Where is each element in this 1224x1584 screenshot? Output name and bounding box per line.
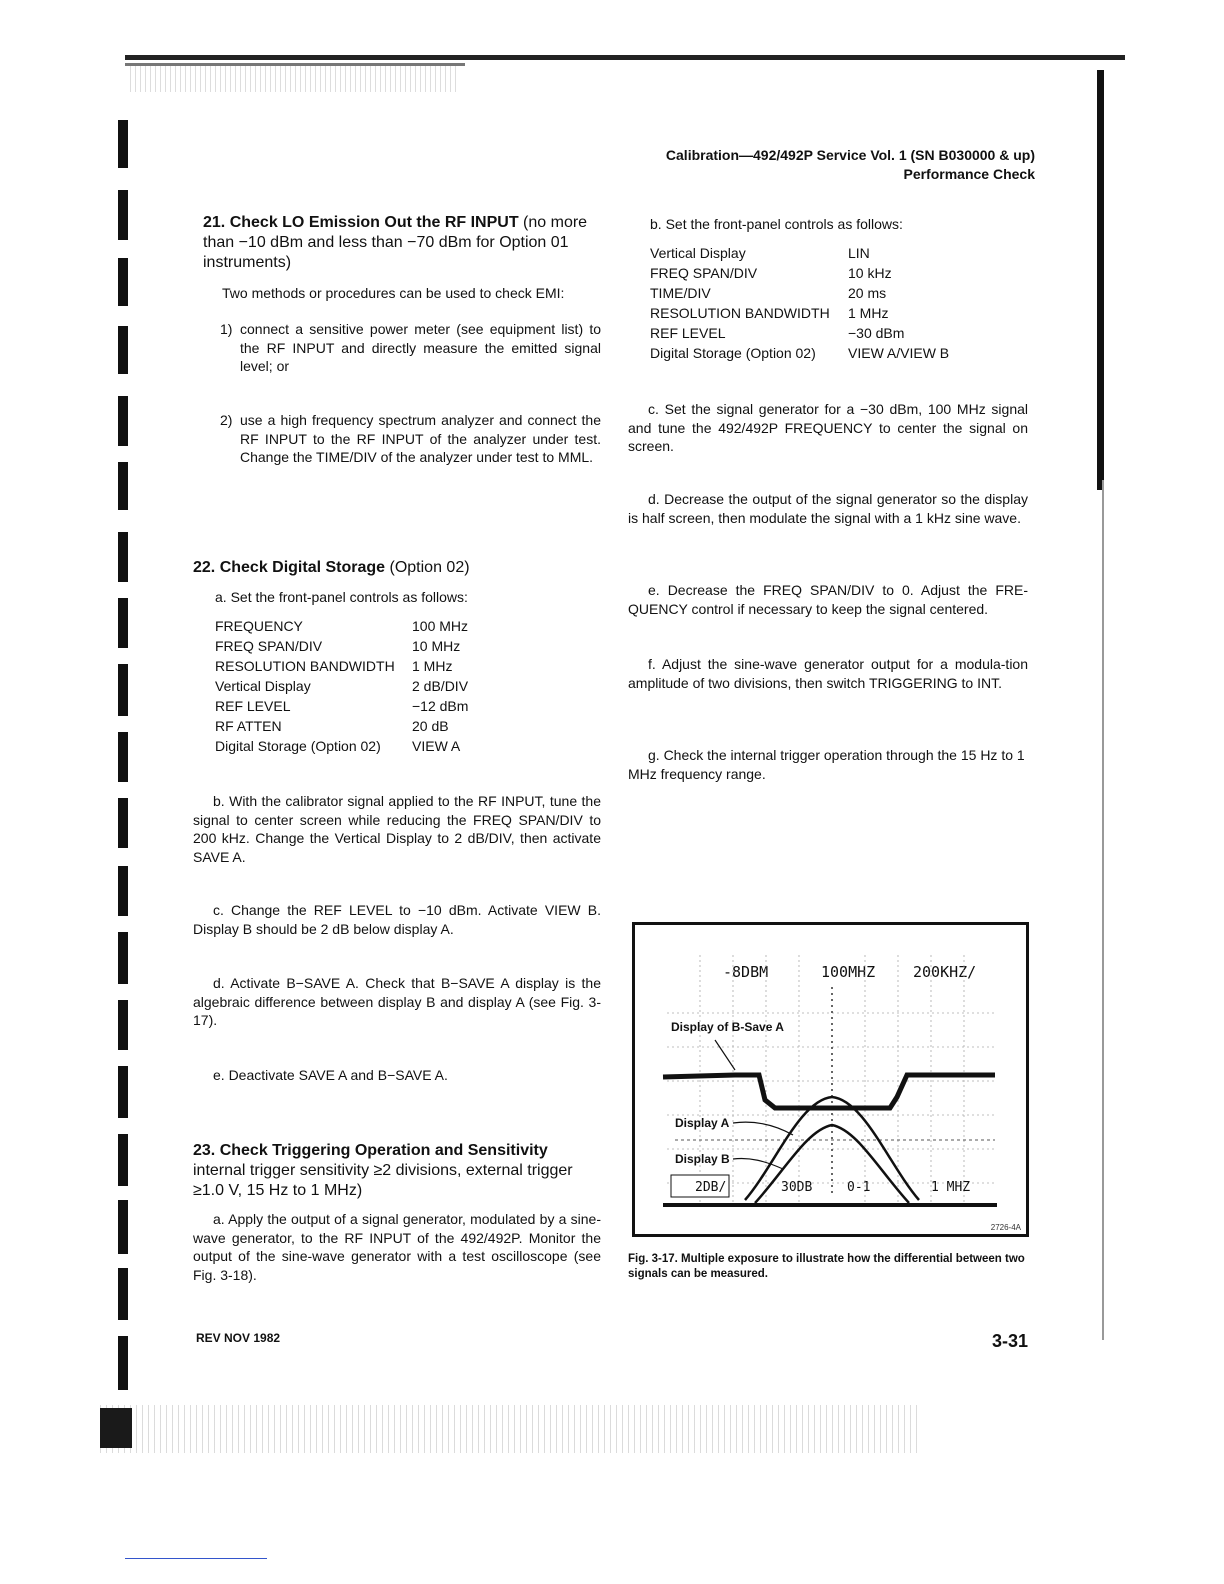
list-text: use a high frequency spectrum analyzer and connect the RF INPUT to the RF INPUT of the analyzer under test. Change the TIME/DIV of the analyzer under test to MML.: [240, 412, 601, 465]
settings-row: [650, 345, 949, 365]
label-display-b: Display B: [675, 1152, 730, 1166]
binder-mark: [118, 1134, 128, 1186]
binding-edge-right-thin: [1102, 480, 1104, 1340]
top-rule: [125, 55, 1125, 60]
control-name: RF ATTEN: [215, 718, 282, 734]
step-23-d: d. Decrease the output of the signal generator so the display is half screen, then modulate the signal with a 1 kHz sine wave.: [628, 491, 1028, 526]
step-23-b: b. Set the front-panel controls as follows:: [650, 216, 903, 232]
graticule: [667, 955, 995, 1205]
step-21-spec: (no more than −10 dBm and less than −70 dBm for Option 01 instruments): [203, 214, 588, 271]
binder-mark: [118, 798, 128, 848]
running-header-title: Calibration—492/492P Service Vol. 1 (SN B030000 & up): [665, 147, 1035, 163]
step-23-settings-table: [650, 245, 949, 365]
control-name: RESOLUTION BANDWIDTH: [215, 658, 395, 674]
settings-row: [215, 678, 468, 698]
control-value: 1 MHz: [848, 305, 889, 321]
control-name: FREQ SPAN/DIV: [215, 638, 323, 654]
readout-span: 200KHZ/: [913, 963, 977, 981]
step-22-b: b. With the calibrator signal applied to the RF INPUT, tune the signal to center screen while reducing the FREQ SPAN/DIV to 200 kHz. Change the Vertical Display to 2 dB/DIV, then activate SAVE A.: [193, 793, 601, 865]
binder-mark: [118, 532, 128, 582]
readout-ref-level: -8DBM: [723, 963, 769, 981]
control-value: 1 MHz: [412, 658, 453, 674]
binder-mark: [118, 664, 128, 716]
readout-center-freq: 100MHZ: [821, 963, 876, 981]
binder-mark: [118, 932, 128, 984]
control-value: 10 MHz: [412, 638, 461, 654]
callout-arrows: [715, 1040, 793, 1169]
settings-row: [215, 638, 468, 658]
step-23-f: f. Adjust the sine-wave generator output for a modula-tion amplitude of two divisions, then switch TRIGGERING to INT.: [628, 656, 1028, 691]
control-value: VIEW A: [412, 738, 461, 754]
control-value: LIN: [848, 245, 870, 261]
binder-mark: [118, 598, 128, 648]
control-value: 2 dB/DIV: [412, 678, 469, 694]
settings-row: [215, 738, 468, 758]
binding-edge-right: [1097, 70, 1104, 490]
control-name: FREQ SPAN/DIV: [650, 265, 758, 281]
binder-mark: [118, 396, 128, 446]
binder-mark: [118, 462, 128, 510]
binder-mark: [118, 1336, 128, 1390]
binding-block-bottom: [100, 1408, 132, 1448]
binder-mark: [118, 190, 128, 240]
figure-3-17: [632, 922, 1029, 1237]
trace-b-save-a: [663, 1075, 995, 1108]
settings-row: [215, 698, 468, 718]
control-value: VIEW A/VIEW B: [848, 345, 950, 361]
figure-number: 2726-4A: [990, 1223, 1021, 1232]
step-22-settings-table: [215, 618, 468, 758]
binder-mark: [118, 1000, 128, 1050]
page-number: 3-31: [992, 1331, 1029, 1351]
scan-noise-top: [130, 66, 460, 92]
step-21-method-1: [220, 320, 601, 376]
step-21-method-2: [220, 411, 601, 467]
step-22-spec: (Option 02): [385, 559, 470, 576]
step-22-c: c. Change the REF LEVEL to −10 dBm. Activate VIEW B. Display B should be 2 dB below display A.: [193, 902, 601, 937]
control-name: Digital Storage (Option 02): [650, 345, 816, 361]
binder-mark: [118, 258, 128, 306]
control-value: 20 ms: [848, 285, 887, 301]
step-21-heading: [203, 213, 601, 273]
binder-mark: [118, 866, 128, 916]
binder-mark: [118, 1200, 128, 1254]
step-23-title: 23. Check Triggering Operation and Sensitivity: [193, 1142, 548, 1159]
list-text: connect a sensitive power meter (see equipment list) to the RF INPUT and directly measure the emitted signal level; or: [240, 321, 601, 374]
settings-row: [650, 285, 949, 305]
step-23-e: e. Decrease the FREQ SPAN/DIV to 0. Adjust the FRE-QUENCY control if necessary to keep the signal centered.: [628, 582, 1028, 617]
binder-mark: [118, 1268, 128, 1320]
settings-row: [650, 325, 949, 345]
label-display-a: Display A: [675, 1116, 730, 1130]
binder-mark: [118, 120, 128, 168]
control-value: 10 kHz: [848, 265, 892, 281]
control-name: TIME/DIV: [650, 285, 711, 301]
control-value: −30 dBm: [848, 325, 905, 341]
binder-mark: [118, 1066, 128, 1118]
settings-row: [215, 658, 468, 678]
readout-mid: 0-1: [847, 1180, 871, 1195]
step-22-heading: [193, 558, 601, 578]
control-name: Digital Storage (Option 02): [215, 738, 381, 754]
list-number: 2): [220, 412, 233, 428]
control-value: 100 MHz: [412, 618, 469, 634]
step-23-a: a. Apply the output of a signal generator, modulated by a sine-wave generator, to the RF INPUT of the 492/492P. Monitor the output of the sine-wave generator with a test oscilloscope (see Fig. 3-18).: [193, 1211, 601, 1283]
scan-noise-bottom: [100, 1405, 920, 1453]
control-name: REF LEVEL: [650, 325, 726, 341]
control-name: RESOLUTION BANDWIDTH: [650, 305, 830, 321]
scan-underline: [125, 1558, 267, 1559]
readout-resolution: 1 MHZ: [931, 1180, 971, 1195]
control-name: REF LEVEL: [215, 698, 291, 714]
settings-row: [650, 265, 949, 285]
label-display-bsave: Display of B-Save A: [671, 1020, 784, 1034]
step-22-d: d. Activate B−SAVE A. Check that B−SAVE A display is the algebraic difference between display B and display A (see Fig. 3-17).: [193, 975, 601, 1028]
step-23-g: g. Check the internal trigger operation through the 15 Hz to 1 MHz frequency range.: [628, 747, 1025, 782]
step-22-e: e. Deactivate SAVE A and B−SAVE A.: [213, 1067, 448, 1083]
step-23-spec: internal trigger sensitivity ≥2 divisions, external trigger ≥1.0 V, 15 Hz to 1 MHz): [193, 1162, 573, 1199]
control-name: Vertical Display: [215, 678, 311, 694]
settings-row: [650, 245, 949, 265]
step-21-intro: Two methods or procedures can be used to check EMI:: [222, 285, 565, 301]
control-value: −12 dBm: [412, 698, 469, 714]
step-22-a: a. Set the front-panel controls as follows:: [215, 589, 468, 605]
binder-mark: [118, 732, 128, 782]
step-23-heading: [193, 1141, 601, 1201]
figure-caption: Fig. 3-17. Multiple exposure to illustrate how the differential between two signals can be measured.: [628, 1253, 1025, 1280]
step-22-title: 22. Check Digital Storage: [193, 559, 386, 576]
crt-photograph: [635, 925, 1026, 1234]
step-23-c: c. Set the signal generator for a −30 dBm, 100 MHz signal and tune the 492/492P FREQUENCY to center the signal on screen.: [628, 401, 1028, 454]
readout-bw: 30DB: [781, 1180, 813, 1195]
control-name: Vertical Display: [650, 245, 746, 261]
control-name: FREQUENCY: [215, 618, 303, 634]
list-number: 1): [220, 321, 233, 337]
binder-mark: [118, 326, 128, 374]
control-value: 20 dB: [412, 718, 449, 734]
settings-row: [215, 618, 468, 638]
settings-row: [215, 718, 468, 738]
settings-row: [650, 305, 949, 325]
revision-date: REV NOV 1982: [196, 1331, 281, 1345]
step-21-title: 21. Check LO Emission Out the RF INPUT: [203, 214, 519, 231]
readout-vertical-scale: 2DB/: [695, 1180, 727, 1195]
running-header-section: Performance Check: [903, 166, 1035, 182]
